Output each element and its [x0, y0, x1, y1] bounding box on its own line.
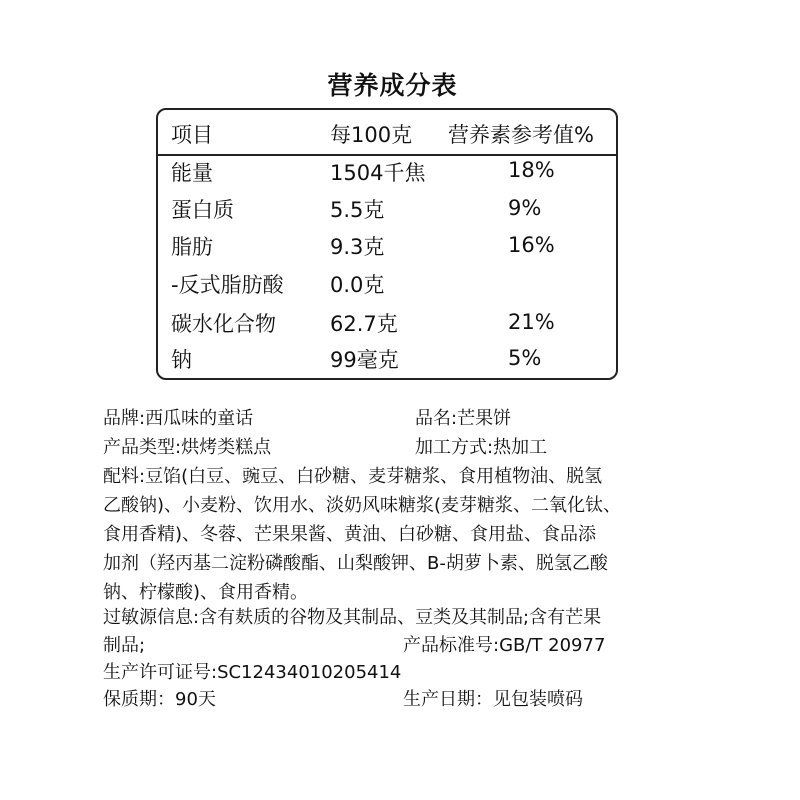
row-nrv: 18% [508, 158, 555, 182]
row-amount: 5.5克 [330, 198, 385, 222]
nutrition-table [156, 108, 618, 380]
row-nrv: 9% [508, 196, 542, 220]
standard-line: 产品标准号:GB/T 20977 [403, 635, 606, 656]
row-item: -反式脂肪酸 [171, 273, 284, 297]
brand-line: 品牌:西瓜味的童话 [103, 408, 254, 429]
category-line: 产品类型:烘烤类糕点 [103, 437, 272, 458]
row-nrv: 16% [508, 233, 555, 257]
row-amount: 62.7克 [330, 312, 398, 336]
row-amount: 1504千焦 [330, 161, 426, 185]
product-name-line: 品名:芒果饼 [415, 408, 512, 429]
header-item: 项目 [171, 123, 213, 147]
row-amount: 9.3克 [330, 235, 385, 259]
row-item: 脂肪 [171, 235, 213, 259]
header-per100g: 每100克 [330, 123, 413, 147]
row-item: 能量 [171, 161, 213, 185]
ingredients-line: 配料:豆馅(白豆、豌豆、白砂糖、麦芽糖浆、食用植物油、脱氢 [103, 466, 603, 487]
nutrition-title: 营养成分表 [327, 71, 458, 100]
row-item: 钠 [171, 348, 192, 372]
row-amount: 0.0克 [330, 273, 385, 297]
row-item: 蛋白质 [171, 198, 234, 222]
process-line: 加工方式:热加工 [415, 437, 548, 458]
shelf-life-line: 保质期：90天 [103, 689, 216, 710]
header-divider [158, 154, 616, 156]
allergen-line: 制品; [103, 635, 146, 656]
ingredients-line: 加剂（羟丙基二淀粉磷酸酯、山梨酸钾、B-胡萝卜素、脱氢乙酸 [103, 553, 608, 574]
production-date-line: 生产日期：见包装喷码 [403, 689, 583, 710]
row-amount: 99毫克 [330, 348, 399, 372]
header-nrv: 营养素参考值% [448, 123, 594, 147]
row-item: 碳水化合物 [171, 312, 276, 336]
ingredients-line: 钠、柠檬酸)、食用香精。 [103, 582, 309, 603]
row-nrv: 5% [508, 346, 542, 370]
license-line: 生产许可证号:SC12434010205414 [103, 662, 402, 683]
allergen-line: 过敏源信息:含有麸质的谷物及其制品、豆类及其制品;含有芒果 [103, 607, 602, 628]
ingredients-line: 乙酸钠)、小麦粉、饮用水、淡奶风味糖浆(麦芽糖浆、二氧化钛、 [103, 495, 622, 516]
row-nrv: 21% [508, 310, 555, 334]
ingredients-line: 食用香精)、冬蓉、芒果果酱、黄油、白砂糖、食用盐、食品添 [103, 524, 597, 545]
